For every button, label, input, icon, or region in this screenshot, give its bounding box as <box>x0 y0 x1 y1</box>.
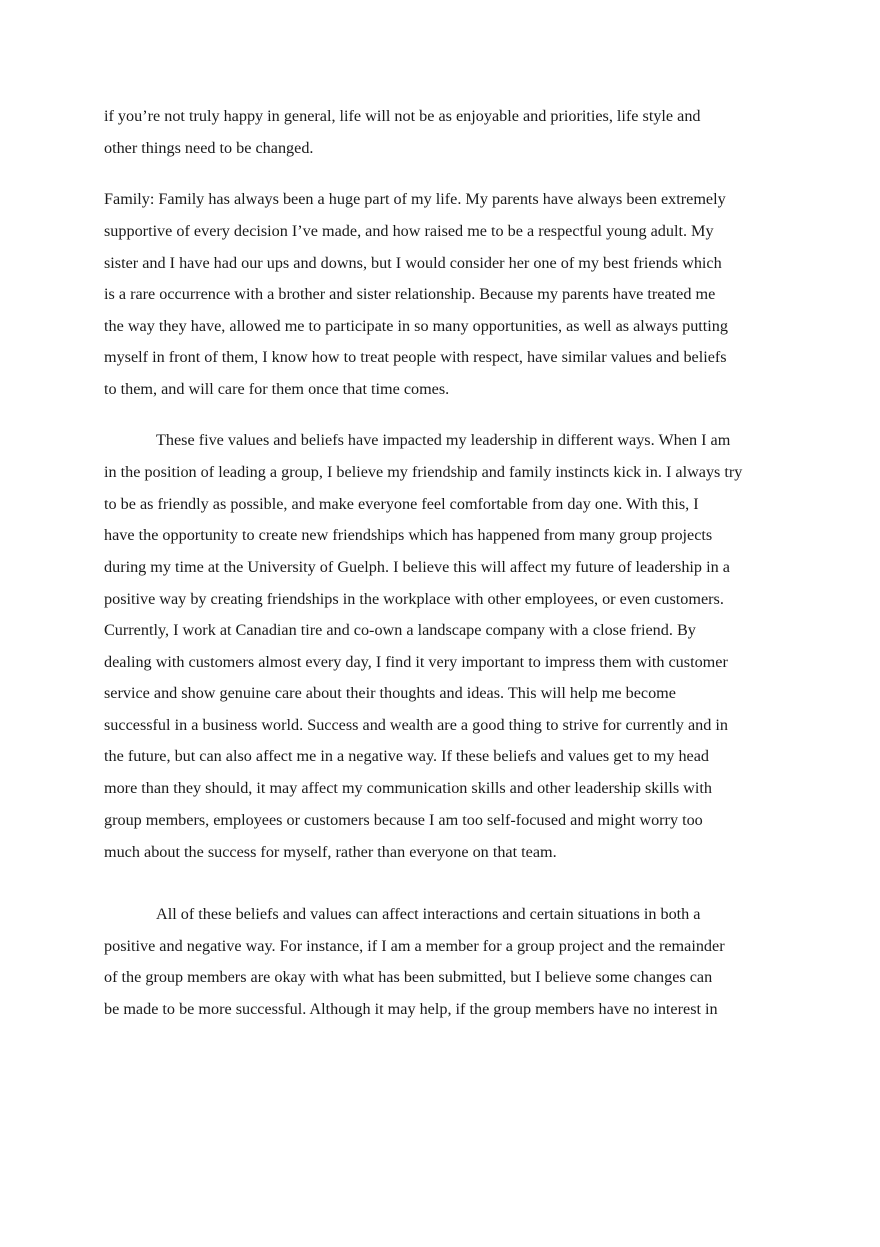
family-paragraph-line-3: sister and I have had our ups and downs, but I would consider her one of my best friends which <box>104 254 722 272</box>
leadership-paragraph-line-11: the future, but can also affect me in a negative way. If these beliefs and values get to my head <box>104 747 709 765</box>
leadership-paragraph-line-3: to be as friendly as possible, and make everyone feel comfortable from day one. With this, I <box>104 495 699 513</box>
leadership-paragraph-line-1: These five values and beliefs have impacted my leadership in different ways. When I am <box>156 431 731 449</box>
leadership-paragraph-line-8: dealing with customers almost every day, I find it very important to impress them with customer <box>104 653 728 671</box>
leadership-paragraph-line-12: more than they should, it may affect my communication skills and other leadership skills with <box>104 779 712 797</box>
leadership-paragraph-line-6: positive way by creating friendships in the workplace with other employees, or even customers. <box>104 590 724 608</box>
paragraph-1-line-1: if you’re not truly happy in general, life will not be as enjoyable and priorities, life style and <box>104 107 701 125</box>
interactions-paragraph-line-3: of the group members are okay with what has been submitted, but I believe some changes can <box>104 968 713 986</box>
paragraph-1-line-2: other things need to be changed. <box>104 139 314 157</box>
family-paragraph-line-5: the way they have, allowed me to participate in so many opportunities, as well as always putting <box>104 317 728 335</box>
family-paragraph-line-4: is a rare occurrence with a brother and sister relationship. Because my parents have treated me <box>104 285 716 303</box>
family-paragraph-line-6: myself in front of them, I know how to treat people with respect, have similar values and beliefs <box>104 348 727 366</box>
family-paragraph-line-7: to them, and will care for them once that time comes. <box>104 380 450 398</box>
leadership-paragraph-line-2: in the position of leading a group, I believe my friendship and family instincts kick in. I always try <box>104 463 743 481</box>
leadership-paragraph-line-13: group members, employees or customers because I am too self-focused and might worry too <box>104 811 703 829</box>
leadership-paragraph-line-4: have the opportunity to create new friendships which has happened from many group projects <box>104 526 713 544</box>
leadership-paragraph-line-9: service and show genuine care about their thoughts and ideas. This will help me become <box>104 684 676 702</box>
family-paragraph-line-2: supportive of every decision I’ve made, and how raised me to be a respectful young adult. My <box>104 222 714 240</box>
leadership-paragraph-line-10: successful in a business world. Success and wealth are a good thing to strive for currently and in <box>104 716 728 734</box>
interactions-paragraph-line-4: be made to be more successful. Although it may help, if the group members have no interest in <box>104 1000 718 1018</box>
leadership-paragraph-line-7: Currently, I work at Canadian tire and co-own a landscape company with a close friend. By <box>104 621 696 639</box>
interactions-paragraph-line-2: positive and negative way. For instance, if I am a member for a group project and the remainder <box>104 937 725 955</box>
leadership-paragraph-line-5: during my time at the University of Guelph. I believe this will affect my future of leadership in a <box>104 558 730 576</box>
family-paragraph-line-1: Family: Family has always been a huge part of my life. My parents have always been extremely <box>104 190 726 208</box>
interactions-paragraph-line-1: All of these beliefs and values can affect interactions and certain situations in both a <box>156 905 701 923</box>
leadership-paragraph-line-14: much about the success for myself, rather than everyone on that team. <box>104 843 557 861</box>
